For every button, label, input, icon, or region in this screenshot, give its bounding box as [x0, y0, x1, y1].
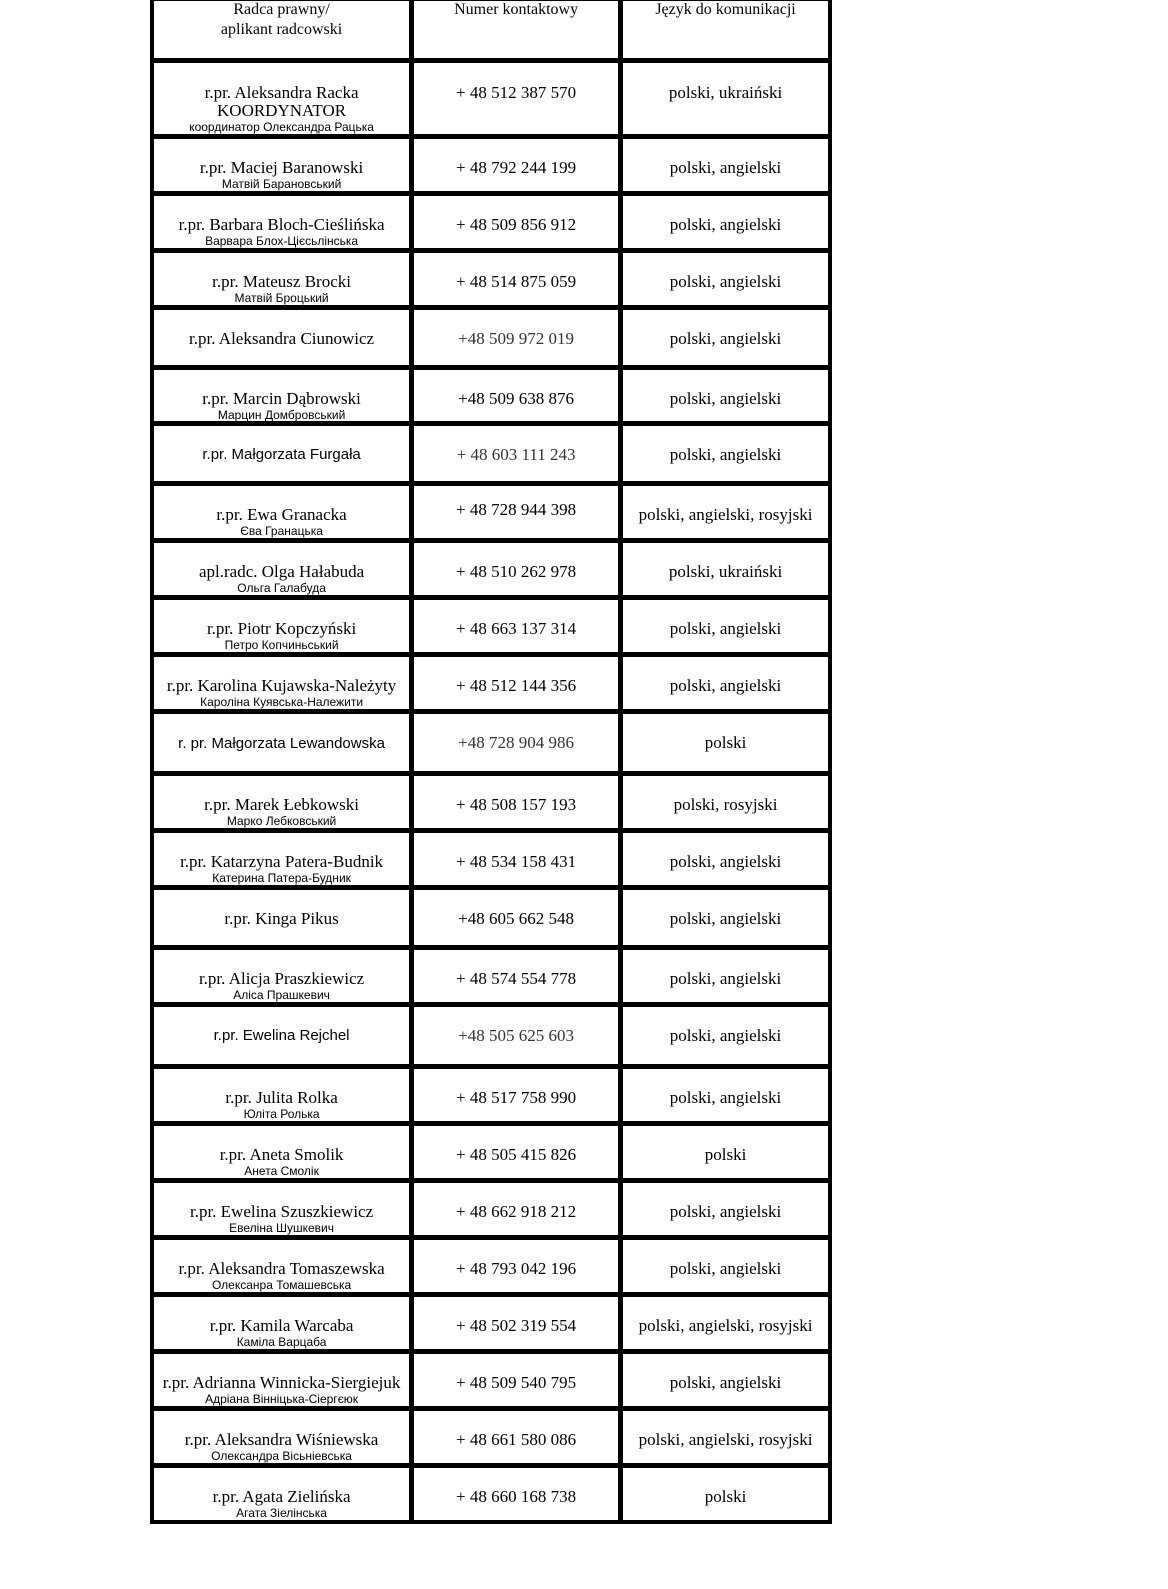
table-row	[153, 195, 832, 252]
phone-number[interactable]: + 48 509 540 795	[456, 1373, 577, 1392]
languages: polski	[704, 1145, 747, 1164]
language-cell	[622, 1353, 832, 1410]
table-row	[153, 138, 832, 195]
header-name-line1: Radca prawny/	[233, 1, 330, 18]
table-row	[153, 1125, 832, 1182]
name-cell	[153, 1296, 413, 1353]
lawyer-name-cyrillic: Анета Смолік	[244, 1164, 319, 1178]
lawyer-name: r.pr. Aleksandra Ciunowicz	[189, 329, 375, 348]
phone-number[interactable]: +48 509 972 019	[458, 329, 575, 348]
languages: polski, angielski, rosyjski	[638, 1316, 813, 1335]
language-cell	[622, 713, 832, 775]
languages: polski, angielski	[669, 1202, 782, 1221]
header-phone: Numer kontaktowy	[413, 0, 622, 62]
name-cell	[153, 195, 413, 252]
name-cell	[153, 1182, 413, 1239]
phone-cell	[413, 425, 622, 485]
lawyer-name-cyrillic: Ольга Галабуда	[237, 581, 326, 595]
lawyer-name-cyrillic: Аліса Прашкевич	[233, 988, 330, 1002]
table-row	[153, 713, 832, 775]
coordinator-label: KOORDYNATOR	[217, 101, 347, 120]
table-row	[153, 252, 832, 309]
table-row	[153, 62, 832, 138]
phone-cell	[413, 1353, 622, 1410]
lawyer-name: r.pr. Julita Rolka	[225, 1088, 338, 1107]
name-cell	[153, 542, 413, 599]
phone-cell	[413, 485, 622, 542]
name-cell	[153, 309, 413, 369]
lawyer-name: r.pr. Aneta Smolik	[219, 1145, 344, 1164]
phone-cell	[413, 713, 622, 775]
name-cell	[153, 1467, 413, 1524]
phone-cell	[413, 1239, 622, 1296]
languages: polski, angielski	[669, 1026, 782, 1045]
lawyer-name-cyrillic: Єва Гранацька	[240, 524, 323, 538]
table-row	[153, 889, 832, 949]
phone-number[interactable]: + 48 792 244 199	[456, 158, 577, 177]
phone-number[interactable]: + 48 662 918 212	[456, 1202, 577, 1221]
lawyer-name: r.pr. Ewa Granacka	[216, 505, 347, 524]
lawyer-name-cyrillic: Катерина Патера-Будник	[212, 871, 351, 885]
languages: polski, angielski	[669, 676, 782, 695]
phone-cell	[413, 949, 622, 1006]
language-cell	[622, 599, 832, 656]
lawyer-name: r.pr. Maciej Baranowski	[199, 158, 364, 177]
languages: polski, angielski	[669, 158, 782, 177]
phone-number[interactable]: + 48 663 137 314	[456, 619, 577, 638]
name-cell	[153, 1410, 413, 1467]
lawyer-name-cyrillic: Евеліна Шушкевич	[229, 1221, 334, 1235]
language-cell	[622, 1296, 832, 1353]
lawyer-name-cyrillic: Адріана Вінніцька-Сіергєюк	[205, 1392, 359, 1406]
name-cell	[153, 949, 413, 1006]
table-row	[153, 1467, 832, 1524]
lawyer-name: r.pr. Mateusz Brocki	[212, 272, 351, 291]
table-row	[153, 1410, 832, 1467]
languages: polski, angielski	[669, 1373, 782, 1392]
name-cell	[153, 138, 413, 195]
lawyer-name-cyrillic: координатор Олександра Рацька	[189, 120, 374, 134]
header-row	[153, 0, 832, 62]
phone-cell	[413, 138, 622, 195]
languages: polski, angielski, rosyjski	[638, 1430, 813, 1449]
header-name-line2: aplikant radcowski	[220, 21, 343, 38]
phone-cell	[413, 1068, 622, 1125]
table-row	[153, 832, 832, 889]
phone-number[interactable]: + 48 793 042 196	[456, 1259, 577, 1278]
lawyer-name: r.pr. Aleksandra Wiśniewska	[184, 1430, 379, 1449]
phone-cell	[413, 1467, 622, 1524]
language-cell	[622, 832, 832, 889]
languages: polski, angielski, rosyjski	[638, 505, 813, 524]
languages: polski, angielski	[669, 215, 782, 234]
language-cell	[622, 485, 832, 542]
lawyer-name-cyrillic: Матвій Броцький	[234, 291, 329, 305]
name-cell	[153, 252, 413, 309]
phone-cell	[413, 889, 622, 949]
lawyer-name: apl.radc. Olga Hałabuda	[198, 562, 365, 581]
phone-cell	[413, 1296, 622, 1353]
table-row	[153, 1239, 832, 1296]
languages: polski, angielski	[669, 909, 782, 928]
phone-cell	[413, 309, 622, 369]
name-cell	[153, 1125, 413, 1182]
lawyer-name: r.pr. Małgorzata Furgała	[202, 446, 361, 463]
phone-number[interactable]: +48 505 625 603	[458, 1026, 575, 1045]
lawyer-name-cyrillic: Марцин Домбровський	[217, 408, 346, 422]
lawyer-name: r.pr. Piotr Kopczyński	[206, 619, 357, 638]
lawyer-name: r.pr. Barbara Bloch-Cieślińska	[178, 215, 385, 234]
language-cell	[622, 889, 832, 949]
lawyer-name: r.pr. Marcin Dąbrowski	[202, 389, 361, 408]
header-language: Język do komunikacji	[622, 0, 832, 62]
table-row	[153, 542, 832, 599]
languages: polski	[704, 1487, 747, 1506]
phone-cell	[413, 656, 622, 713]
phone-number[interactable]: + 48 510 262 978	[456, 562, 577, 581]
table-row	[153, 1182, 832, 1239]
phone-cell	[413, 1125, 622, 1182]
table-row	[153, 599, 832, 656]
languages: polski, angielski	[669, 852, 782, 871]
phone-number[interactable]: + 48 661 580 086	[456, 1430, 577, 1449]
phone-number[interactable]: + 48 728 944 398	[456, 500, 577, 519]
languages: polski, angielski	[669, 272, 782, 291]
language-cell	[622, 1125, 832, 1182]
phone-number[interactable]: + 48 505 415 826	[456, 1145, 577, 1164]
lawyer-name-cyrillic: Каміла Варцаба	[236, 1335, 327, 1349]
languages: polski, rosyjski	[673, 795, 778, 814]
lawyer-name: r.pr. Karolina Kujawska-Należyty	[166, 676, 397, 695]
lawyer-name: r.pr. Aleksandra Racka	[204, 83, 359, 102]
table-row	[153, 1353, 832, 1410]
lawyer-name: r.pr. Kamila Warcaba	[209, 1316, 354, 1335]
name-cell	[153, 713, 413, 775]
name-cell	[153, 599, 413, 656]
lawyer-name-cyrillic: Варвара Блох-Цієсьлінська	[205, 234, 359, 248]
lawyer-name: r.pr. Katarzyna Patera-Budnik	[180, 852, 384, 871]
phone-number[interactable]: + 48 660 168 738	[456, 1487, 577, 1506]
table-row	[153, 775, 832, 832]
languages: polski, angielski	[669, 389, 782, 408]
phone-number[interactable]: + 48 514 875 059	[456, 272, 577, 291]
lawyer-name: r.pr. Ewelina Rejchel	[213, 1027, 350, 1044]
languages: polski, angielski	[669, 619, 782, 638]
table-row	[153, 1068, 832, 1125]
phone-number[interactable]: + 48 517 758 990	[456, 1088, 577, 1107]
name-cell	[153, 369, 413, 425]
name-cell	[153, 656, 413, 713]
lawyer-name: r.pr. Adrianna Winnicka-Siergiejuk	[162, 1373, 401, 1392]
phone-cell	[413, 1410, 622, 1467]
phone-cell	[413, 542, 622, 599]
languages: polski, ukraiński	[668, 562, 783, 581]
lawyer-name: r.pr. Agata Zielińska	[212, 1487, 351, 1506]
table-row	[153, 1006, 832, 1068]
lawyer-name: r.pr. Alicja Praszkiewicz	[198, 969, 365, 988]
languages: polski, angielski	[669, 329, 782, 348]
table-row	[153, 949, 832, 1006]
name-cell	[153, 62, 413, 138]
language-cell	[622, 1410, 832, 1467]
phone-number[interactable]: + 48 534 158 431	[456, 852, 577, 871]
name-cell	[153, 1239, 413, 1296]
lawyer-name: r.pr. Ewelina Szuszkiewicz	[189, 1202, 374, 1221]
phone-number[interactable]: + 48 603 111 243	[456, 445, 576, 464]
language-cell	[622, 775, 832, 832]
lawyer-name-cyrillic: Петро Копчиньський	[224, 638, 339, 652]
languages: polski, angielski	[669, 969, 782, 988]
phone-number[interactable]: + 48 574 554 778	[456, 969, 577, 988]
contacts-table	[150, 0, 832, 1524]
name-cell	[153, 1006, 413, 1068]
phone-cell	[413, 1182, 622, 1239]
languages: polski, angielski	[669, 445, 782, 464]
language-cell	[622, 425, 832, 485]
lawyer-name: r. pr. Małgorzata Lewandowska	[178, 735, 385, 752]
language-cell	[622, 949, 832, 1006]
language-cell	[622, 369, 832, 425]
lawyer-name-cyrillic: Агата Зіелінська	[236, 1506, 327, 1520]
phone-cell	[413, 369, 622, 425]
phone-cell	[413, 832, 622, 889]
languages: polski, ukraiński	[668, 83, 783, 102]
table-row	[153, 309, 832, 369]
phone-number[interactable]: + 48 509 856 912	[456, 215, 577, 234]
lawyer-name-cyrillic: Матвій Барановський	[221, 177, 342, 191]
languages: polski, angielski	[669, 1259, 782, 1278]
phone-number[interactable]: +48 509 638 876	[458, 389, 575, 408]
language-cell	[622, 138, 832, 195]
name-cell	[153, 889, 413, 949]
languages: polski, angielski	[669, 1088, 782, 1107]
lawyer-name-cyrillic: Кароліна Куявська-Належити	[200, 695, 364, 709]
table-row	[153, 485, 832, 542]
name-cell	[153, 1068, 413, 1125]
name-cell	[153, 485, 413, 542]
table-row	[153, 369, 832, 425]
name-cell	[153, 1353, 413, 1410]
phone-number[interactable]: +48 728 904 986	[458, 733, 575, 752]
phone-cell	[413, 1006, 622, 1068]
language-cell	[622, 1182, 832, 1239]
language-cell	[622, 1239, 832, 1296]
lawyer-name-cyrillic: Марко Лебковський	[226, 814, 337, 828]
phone-cell	[413, 62, 622, 138]
language-cell	[622, 309, 832, 369]
phone-cell	[413, 252, 622, 309]
lawyer-name-cyrillic: Олексанра Томашевська	[211, 1278, 352, 1292]
language-cell	[622, 1006, 832, 1068]
language-cell	[622, 542, 832, 599]
language-cell	[622, 1467, 832, 1524]
table-row	[153, 425, 832, 485]
lawyer-name: r.pr. Aleksandra Tomaszewska	[178, 1259, 385, 1278]
phone-cell	[413, 195, 622, 252]
name-cell	[153, 775, 413, 832]
name-cell	[153, 425, 413, 485]
lawyer-name-cyrillic: Юліта Ролька	[243, 1107, 320, 1121]
table-row	[153, 656, 832, 713]
language-cell	[622, 195, 832, 252]
language-cell	[622, 1068, 832, 1125]
lawyer-name-cyrillic: Олександра Вісьніевська	[211, 1449, 352, 1463]
language-cell	[622, 252, 832, 309]
phone-number[interactable]: + 48 502 319 554	[456, 1316, 577, 1335]
lawyer-name: r.pr. Kinga Pikus	[224, 909, 339, 928]
phone-number[interactable]: + 48 508 157 193	[456, 795, 577, 814]
phone-cell	[413, 775, 622, 832]
phone-number[interactable]: +48 605 662 548	[458, 909, 575, 928]
name-cell	[153, 832, 413, 889]
phone-number[interactable]: + 48 512 387 570	[456, 83, 577, 102]
phone-cell	[413, 599, 622, 656]
languages: polski	[704, 733, 747, 752]
language-cell	[622, 62, 832, 138]
phone-number[interactable]: + 48 512 144 356	[456, 676, 577, 695]
header-name	[153, 0, 413, 62]
lawyer-name: r.pr. Marek Łebkowski	[204, 795, 359, 814]
language-cell	[622, 656, 832, 713]
table-row	[153, 1296, 832, 1353]
